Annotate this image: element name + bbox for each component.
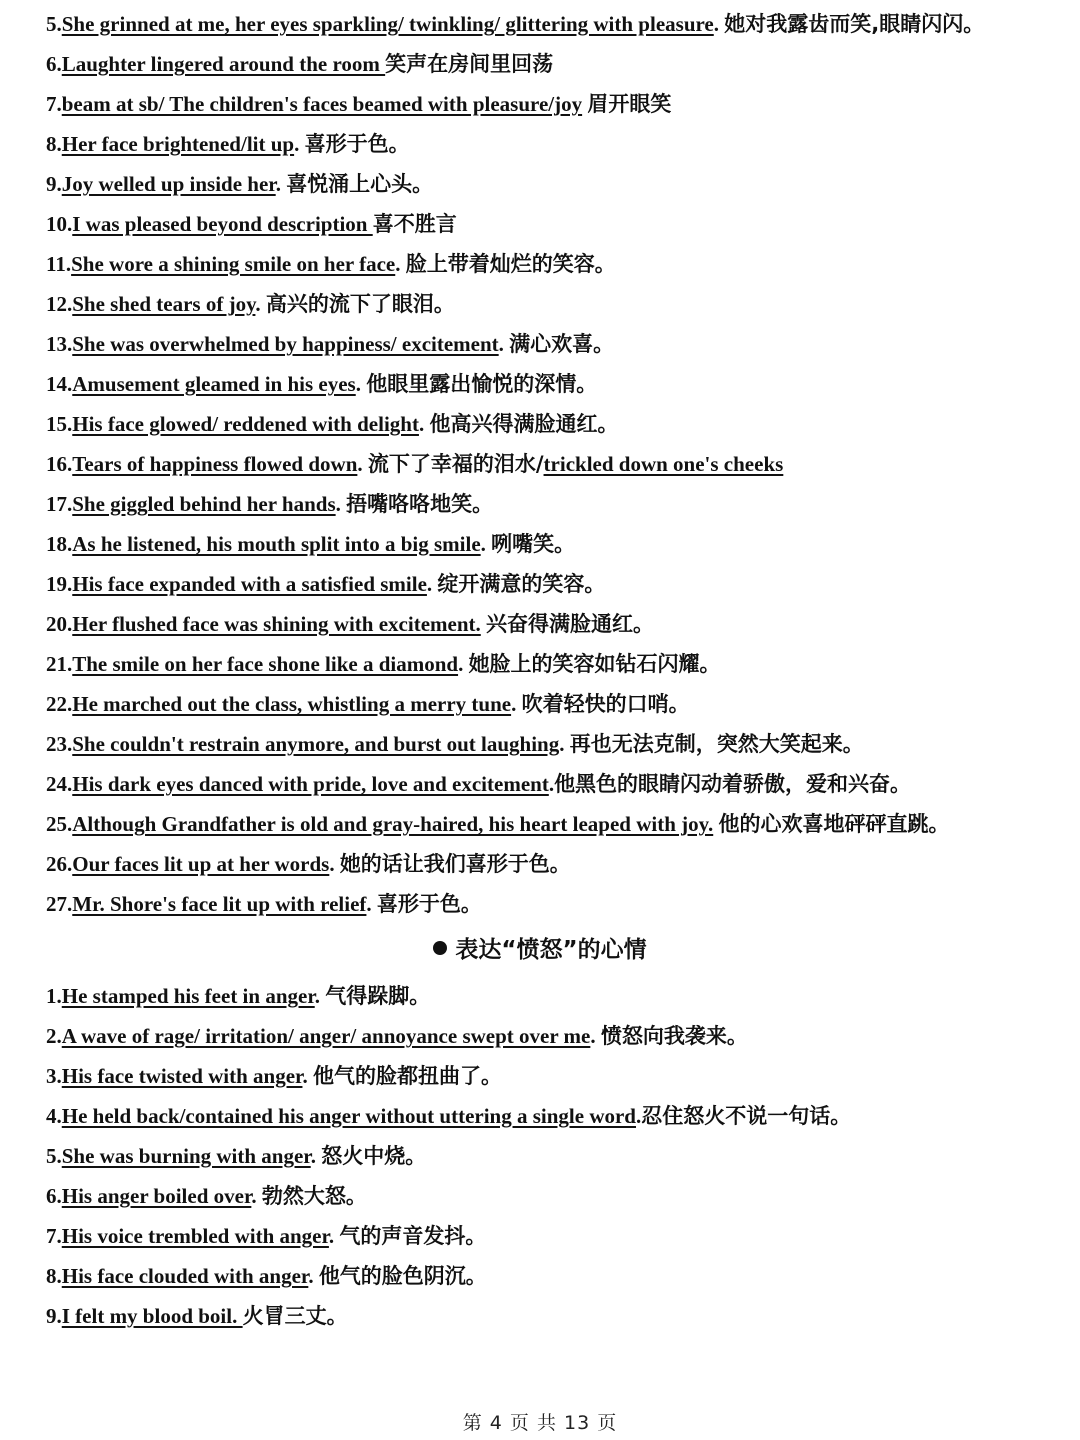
- phrase-line: [46, 404, 1046, 444]
- phrase-english: He stamped his feet in anger: [61, 984, 315, 1008]
- phrase-english: His face glowed/ reddened with delight: [72, 412, 419, 436]
- phrase-number: 20.: [46, 612, 73, 636]
- phrase-english: Although Grandfather is old and gray-haired, his heart leaped with joy.: [72, 812, 714, 836]
- phrase-number: 27.: [46, 892, 73, 916]
- phrase-number: 7.: [46, 1224, 62, 1248]
- phrase-separator: .: [395, 252, 406, 276]
- phrase-english: She was burning with anger: [61, 1144, 311, 1168]
- phrase-line: [46, 244, 1046, 284]
- phrase-english: His dark eyes danced with pride, love and excitement: [72, 772, 549, 796]
- phrase-english: Joy welled up inside her: [61, 172, 276, 196]
- phrase-line: [46, 444, 1046, 484]
- phrase-separator: .: [314, 984, 326, 1008]
- phrase-chinese: 再也无法克制，突然大笑起来。: [569, 732, 864, 756]
- phrase-separator: .: [328, 1224, 340, 1248]
- phrase-number: 1.: [46, 984, 62, 1008]
- phrase-english: As he listened, his mouth split into a big smile: [72, 532, 481, 556]
- phrase-english: He marched out the class, whistling a merry tune: [72, 692, 512, 716]
- phrase-english: Amusement gleamed in his eyes: [72, 372, 356, 396]
- phrase-line: [46, 524, 1046, 564]
- phrase-number: 5.: [46, 1144, 62, 1168]
- phrase-chinese: 兴奋得满脸通红。: [486, 612, 655, 636]
- phrase-separator: .: [418, 412, 430, 436]
- phrase-chinese: 愤怒向我袭来。: [600, 1024, 748, 1048]
- phrase-chinese: 他眼里露出愉悦的深情。: [366, 372, 598, 396]
- phrase-chinese: 流下了幸福的泪水/: [367, 452, 544, 476]
- phrase-number: 5.: [46, 12, 62, 36]
- phrase-separator: .: [636, 1104, 642, 1128]
- phrase-english: His voice trembled with anger: [61, 1224, 329, 1248]
- phrase-line: [46, 976, 1046, 1016]
- phrase-separator: .: [294, 132, 305, 156]
- phrase-separator: .: [329, 852, 340, 876]
- phrase-number: 17.: [46, 492, 73, 516]
- phrase-line: [46, 804, 1046, 844]
- phrase-line: [46, 164, 1046, 204]
- phrase-separator: .: [590, 1024, 601, 1048]
- phrase-english: A wave of rage/ irritation/ anger/ annoyance swept over me: [61, 1024, 591, 1048]
- phrase-number: 3.: [46, 1064, 62, 1088]
- phrase-number: 26.: [46, 852, 73, 876]
- phrase-line: [46, 564, 1046, 604]
- phrase-number: 9.: [46, 1304, 62, 1328]
- phrase-english: She giggled behind her hands: [72, 492, 336, 516]
- phrase-chinese: 他气的脸都扭曲了。: [312, 1064, 502, 1088]
- phrase-number: 18.: [46, 532, 73, 556]
- phrase-line: [46, 764, 1046, 804]
- phrase-separator: .: [251, 1184, 262, 1208]
- phrase-list: [46, 0, 1046, 1336]
- phrase-english: Mr. Shore's face lit up with relief: [72, 892, 367, 916]
- phrase-english: Her flushed face was shining with excitement.: [72, 612, 481, 636]
- phrase-number: 12.: [46, 292, 73, 316]
- phrase-separator: .: [426, 572, 438, 596]
- phrase-english: She couldn't restrain anymore, and burst out laughing: [72, 732, 560, 756]
- phrase-chinese: 咧嘴笑。: [491, 532, 576, 556]
- phrase-number: 2.: [46, 1024, 62, 1048]
- phrase-separator: .: [310, 1144, 322, 1168]
- phrase-line: [46, 324, 1046, 364]
- phrase-separator: .: [548, 772, 555, 796]
- phrase-separator: .: [498, 332, 510, 356]
- phrase-english: His face clouded with anger: [61, 1264, 309, 1288]
- phrase-chinese: 绽开满意的笑容。: [437, 572, 606, 596]
- phrase-line: [46, 884, 1046, 924]
- section-title: [0, 924, 1080, 976]
- phrase-chinese: 火冒三丈。: [242, 1304, 348, 1328]
- phrase-english: She wore a shining smile on her face: [71, 252, 396, 276]
- phrase-number: 6.: [46, 52, 62, 76]
- phrase-chinese: 他高兴得满脸通红。: [429, 412, 619, 436]
- phrase-english: Laughter lingered around the room: [61, 52, 386, 76]
- phrase-line: [46, 84, 1046, 124]
- phrase-english: His anger boiled over: [61, 1184, 252, 1208]
- phrase-number: 19.: [46, 572, 73, 596]
- phrase-line: [46, 44, 1046, 84]
- phrase-number: 23.: [46, 732, 73, 756]
- phrase-english: She shed tears of joy: [72, 292, 256, 316]
- phrase-chinese: 喜不胜言: [372, 212, 457, 236]
- phrase-number: 9.: [46, 172, 62, 196]
- phrase-line: [46, 604, 1046, 644]
- phrase-chinese: 气的声音发抖。: [339, 1224, 487, 1248]
- phrase-number: 10.: [46, 212, 73, 236]
- phrase-english: His face twisted with anger: [61, 1064, 303, 1088]
- phrase-separator: .: [458, 652, 469, 676]
- phrase-english: His face expanded with a satisfied smile: [72, 572, 427, 596]
- phrase-separator: .: [302, 1064, 313, 1088]
- phrase-english: I felt my blood boil.: [61, 1304, 243, 1328]
- phrase-line: [46, 1256, 1046, 1296]
- phrase-english-extra: trickled down one's cheeks: [543, 452, 784, 476]
- phrase-separator: .: [355, 372, 367, 396]
- phrase-chinese: 捂嘴咯咯地笑。: [346, 492, 494, 516]
- phrase-line: [46, 1216, 1046, 1256]
- phrase-english: She grinned at me, her eyes sparkling/ twinkling/ glittering with pleasure: [61, 12, 714, 36]
- phrase-line: [46, 204, 1046, 244]
- phrase-chinese: 喜悦涌上心头。: [286, 172, 434, 196]
- phrase-english: I was pleased beyond description: [72, 212, 373, 236]
- phrase-line: [46, 844, 1046, 884]
- phrase-chinese: 她的话让我们喜形于色。: [339, 852, 571, 876]
- phrase-chinese: 喜形于色。: [376, 892, 482, 916]
- phrase-chinese: 他的心欢喜地砰砰直跳。: [718, 812, 950, 836]
- phrase-line: [46, 1016, 1046, 1056]
- phrase-english: She was overwhelmed by happiness/ excitement: [72, 332, 499, 356]
- phrase-chinese: 笑声在房间里回荡: [385, 52, 554, 76]
- phrase-line: [46, 4, 1046, 44]
- phrase-number: 22.: [46, 692, 73, 716]
- phrase-english: He held back/contained his anger without uttering a single word: [61, 1104, 636, 1128]
- phrase-number: 6.: [46, 1184, 62, 1208]
- phrase-chinese: 眉开眼笑: [587, 92, 672, 116]
- phrase-number: 21.: [46, 652, 73, 676]
- phrase-line: [46, 1136, 1046, 1176]
- phrase-chinese: 喜形于色。: [304, 132, 410, 156]
- phrase-line: [46, 484, 1046, 524]
- phrase-number: 24.: [46, 772, 73, 796]
- phrase-chinese: 他气的脸色阴沉。: [318, 1264, 487, 1288]
- phrase-number: 14.: [46, 372, 73, 396]
- phrase-line: [46, 284, 1046, 324]
- phrase-chinese: 高兴的流下了眼泪。: [265, 292, 455, 316]
- phrase-english: beam at sb/ The children's faces beamed with pleasure/joy: [61, 92, 583, 116]
- phrase-separator: .: [366, 892, 377, 916]
- phrase-english: The smile on her face shone like a diamond: [72, 652, 459, 676]
- phrase-line: [46, 1176, 1046, 1216]
- phrase-number: 4.: [46, 1104, 62, 1128]
- section-title-text: 表达“愤怒”的心情: [455, 937, 647, 963]
- phrase-chinese: 她对我露齿而笑,眼睛闪闪。: [724, 12, 985, 36]
- phrase-line: [46, 1056, 1046, 1096]
- phrase-chinese: 他黑色的眼睛闪动着骄傲，爱和兴奋。: [554, 772, 912, 796]
- phrase-separator: .: [255, 292, 266, 316]
- phrase-number: 15.: [46, 412, 73, 436]
- phrase-chinese: 怒火中烧。: [321, 1144, 427, 1168]
- phrase-separator: .: [713, 12, 725, 36]
- phrase-line: [46, 1096, 1046, 1136]
- phrase-separator: .: [480, 532, 492, 556]
- phrase-line: [46, 124, 1046, 164]
- phrase-line: [46, 364, 1046, 404]
- phrase-chinese: 她脸上的笑容如钻石闪耀。: [468, 652, 721, 676]
- page-footer: 第 4 页 共 13 页: [462, 1412, 618, 1434]
- phrase-separator: .: [335, 492, 347, 516]
- phrase-chinese: 忍住怒火不说一句话。: [641, 1104, 852, 1128]
- phrase-number: 8.: [46, 1264, 62, 1288]
- phrase-line: [46, 644, 1046, 684]
- phrase-number: 25.: [46, 812, 73, 836]
- phrase-english: Her face brightened/lit up: [61, 132, 295, 156]
- phrase-number: 16.: [46, 452, 73, 476]
- phrase-number: 7.: [46, 92, 62, 116]
- phrase-chinese: 满心欢喜。: [509, 332, 615, 356]
- bullet-icon: [433, 941, 447, 955]
- phrase-english: Tears of happiness flowed down: [72, 452, 358, 476]
- phrase-separator: .: [511, 692, 522, 716]
- phrase-line: [46, 684, 1046, 724]
- phrase-line: [46, 1296, 1046, 1336]
- phrase-chinese: 吹着轻快的口哨。: [521, 692, 690, 716]
- phrase-line: [46, 724, 1046, 764]
- phrase-number: 13.: [46, 332, 73, 356]
- phrase-number: 8.: [46, 132, 62, 156]
- phrase-chinese: 脸上带着灿烂的笑容。: [405, 252, 616, 276]
- phrase-separator: .: [559, 732, 570, 756]
- phrase-separator: .: [308, 1264, 319, 1288]
- phrase-chinese: 气得跺脚。: [325, 984, 431, 1008]
- phrase-separator: .: [275, 172, 287, 196]
- phrase-separator: .: [357, 452, 368, 476]
- phrase-number: 11.: [46, 252, 72, 276]
- phrase-chinese: 勃然大怒。: [261, 1184, 367, 1208]
- phrase-english: Our faces lit up at her words: [72, 852, 330, 876]
